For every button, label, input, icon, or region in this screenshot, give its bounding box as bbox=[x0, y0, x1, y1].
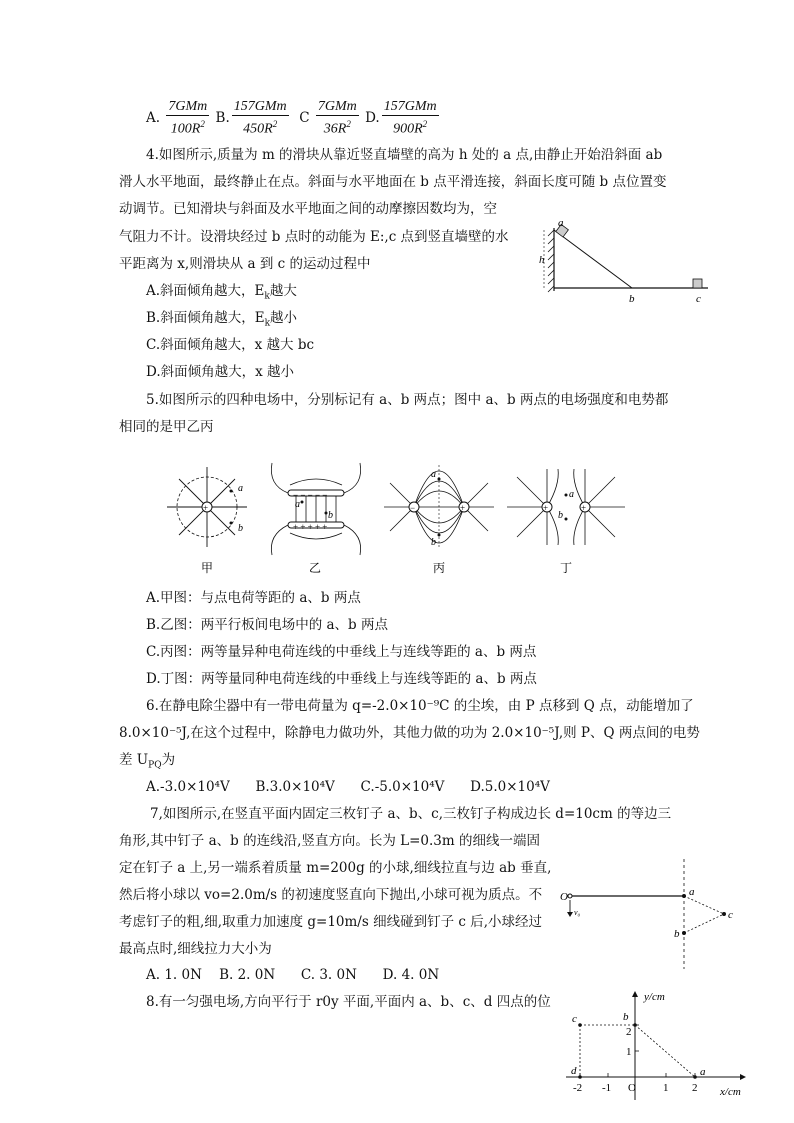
q5-option-c: C.丙图：两等量异种电荷连线的中垂线上与连线等距的 a、b 两点 bbox=[146, 644, 537, 660]
q8-label-O: O bbox=[628, 1082, 636, 1094]
q4-label-h: h bbox=[539, 254, 545, 266]
fig-label-bing: 丙 bbox=[433, 561, 446, 575]
q3-option-a-fraction: $\frac{\text{7GMm}}{100R^2}$ bbox=[168, 99, 208, 137]
q8-ytick-2: 2 bbox=[626, 1026, 632, 1038]
q3-option-a-label: A. bbox=[146, 110, 161, 126]
yi-a: a bbox=[295, 499, 300, 510]
q8-xtick-neg2: -2 bbox=[573, 1082, 583, 1094]
q7-line4: 然后将小球以 vo=2.0m/s 的初速度竖直向下抛出,小球可视为质点。不 bbox=[119, 887, 543, 903]
q7-line1: 7,如图所示,在竖直平面内固定三枚钉子 a、b、c,三枚钉子构成边长 d=10cm 的等边三 bbox=[150, 806, 672, 822]
jia-b: b bbox=[238, 523, 243, 534]
ding-a: a bbox=[569, 489, 574, 500]
q5-option-b: B.乙图：两平行板间电场中的 a、b 两点 bbox=[146, 617, 388, 633]
q4-line2: 滑人水平地面，最终静止在点。斜面与水平地面在 b 点平滑连接，斜面长度可随 b 点位置变 bbox=[119, 174, 667, 190]
q3-option-b-label: B. bbox=[215, 110, 230, 126]
q8-line1: 8.有一匀强电场,方向平行于 r0y 平面,平面内 a、b、c、d 四点的位 bbox=[146, 994, 551, 1010]
q3-options bbox=[146, 98, 441, 138]
q3-option-d-label: D. bbox=[365, 110, 380, 126]
svg-text:+: + bbox=[581, 503, 587, 513]
q8-label-c: c bbox=[572, 1013, 577, 1025]
bing-b: b bbox=[431, 537, 436, 548]
q4-label-a: a bbox=[558, 217, 564, 229]
q5-option-a: A.甲图：与点电荷等距的 a、b 两点 bbox=[146, 590, 361, 606]
q4-option-a: A.斜面倾角越大，$E_k$越大 bbox=[146, 283, 297, 302]
q8-xtick-2: 2 bbox=[692, 1082, 698, 1094]
q7-line3: 定在钉子 a 上,另一端系着质量 m=200g 的小球,细线拉直与边 ab 垂直, bbox=[119, 860, 552, 876]
q4-option-d: D.斜面倾角越大，x 越小 bbox=[146, 364, 295, 380]
q8-label-b: b bbox=[623, 1011, 629, 1023]
ding-b: b bbox=[558, 510, 563, 521]
q3-option-b-fraction: $\frac{\text{157GMm}}{450R^2}$ bbox=[233, 99, 287, 137]
q7-line5: 考虑钉子的粗,细,取重力加速度 g=10m/s 细线碰到钉子 c 后,小球经过 bbox=[119, 914, 543, 930]
q5-option-d: D.丁图：两等量同种电荷连线的中垂线上与连线等距的 a、b 两点 bbox=[146, 671, 537, 687]
q8-coordinate-figure bbox=[560, 990, 760, 1110]
q7-label-c: c bbox=[728, 909, 733, 921]
q8-label-d: d bbox=[571, 1065, 577, 1077]
q4-label-c: c bbox=[696, 293, 701, 305]
svg-text:−: − bbox=[410, 503, 416, 513]
svg-text:+: + bbox=[543, 503, 549, 513]
fig-label-yi: 乙 bbox=[309, 561, 322, 575]
bing-a: a bbox=[431, 469, 436, 480]
q4-line3: 动调节。已知滑块与斜面及水平地面之间的动摩擦因数均为，空 bbox=[119, 201, 497, 217]
q7-label-v0: v₀ bbox=[574, 908, 581, 917]
fig-yi-parallel-plates bbox=[271, 463, 360, 555]
fig-jia-point-charge bbox=[167, 467, 247, 547]
q7-line6: 最高点时,细线拉力大小为 bbox=[119, 941, 272, 957]
q7-nail-figure bbox=[556, 856, 756, 971]
yi-b: b bbox=[328, 510, 333, 521]
q6-line2: 8.0×10⁻⁵J,在这个过程中，除静电力做功外，其他力做的功为 2.0×10⁻⁵J,则 P、Q 两点间的电势 bbox=[119, 725, 700, 741]
q7-label-O: O bbox=[560, 891, 568, 903]
q5-line1: 5.如图所示的四种电场中，分别标记有 a、b 两点；图中 a、b 两点的电场强度和电势都 bbox=[146, 392, 669, 408]
q4-option-b: B.斜面倾角越大，$E_k$越小 bbox=[146, 310, 298, 329]
q4-line1: 4.如图所示,质量为 m 的滑块从靠近竖直墙壁的高为 h 处的 a 点,由静止开始沿斜面 ab bbox=[146, 147, 663, 163]
svg-text:+: + bbox=[203, 503, 209, 513]
q5-electric-field-figures bbox=[160, 455, 640, 575]
q4-line4: 气阻力不计。设滑块经过 b 点时的动能为 E:,c 点到竖直墙壁的水 bbox=[119, 229, 509, 245]
q8-xtick-neg1: -1 bbox=[602, 1082, 612, 1094]
q6-line3: 差 $U_{PQ}$为 bbox=[119, 752, 176, 771]
q8-xlabel: x/cm bbox=[720, 1086, 741, 1098]
fig-ding-like-charges bbox=[507, 469, 625, 545]
q7-label-b: b bbox=[674, 928, 680, 940]
q7-label-a: a bbox=[689, 886, 695, 898]
q8-label-a: a bbox=[700, 1066, 706, 1078]
svg-text:+ + + + +: + + + + + bbox=[293, 522, 328, 532]
svg-text:− − − − −: − − − − − bbox=[293, 490, 328, 500]
q8-xtick-1: 1 bbox=[663, 1082, 669, 1094]
q4-incline-figure bbox=[536, 218, 716, 308]
q6-line1: 6.在静电除尘器中有一带电荷量为 q=-2.0×10⁻⁹C 的尘埃，由 P 点移到 Q 点，动能增加了 bbox=[146, 698, 694, 714]
q4-label-b: b bbox=[629, 293, 635, 305]
q4-option-c: C.斜面倾角越大，x 越大 bc bbox=[146, 337, 315, 353]
q3-option-d-fraction: $\frac{\text{157GMm}}{900R^2}$ bbox=[383, 99, 437, 137]
q8-ytick-1: 1 bbox=[626, 1046, 632, 1058]
q3-option-c-label: C bbox=[299, 110, 310, 126]
q6-options: A.-3.0×10⁴V B.3.0×10⁴V C.-5.0×10⁴V D.5.0×10⁴V bbox=[146, 779, 550, 795]
fig-bing-opposite-charges bbox=[384, 465, 494, 549]
q8-ylabel: y/cm bbox=[644, 991, 665, 1003]
q4-line5: 平距离为 x,则滑块从 a 到 c 的运动过程中 bbox=[119, 256, 371, 272]
svg-text:+: + bbox=[460, 503, 466, 513]
q4-end-block bbox=[693, 279, 702, 288]
q7-options: A. 1. 0N B. 2. 0N C. 3. 0N D. 4. 0N bbox=[146, 967, 440, 983]
jia-a: a bbox=[238, 483, 243, 494]
q5-line2: 相同的是甲乙丙 bbox=[119, 419, 214, 435]
q7-line2: 角形,其中钉子 a、b 的连线沿,竖直方向。长为 L=0.3m 的细线一端固 bbox=[119, 833, 540, 849]
fig-label-jia: 甲 bbox=[201, 561, 214, 575]
fig-label-ding: 丁 bbox=[560, 561, 573, 575]
q3-option-c-fraction: $\frac{\text{7GMm}}{36R^2}$ bbox=[317, 99, 357, 137]
